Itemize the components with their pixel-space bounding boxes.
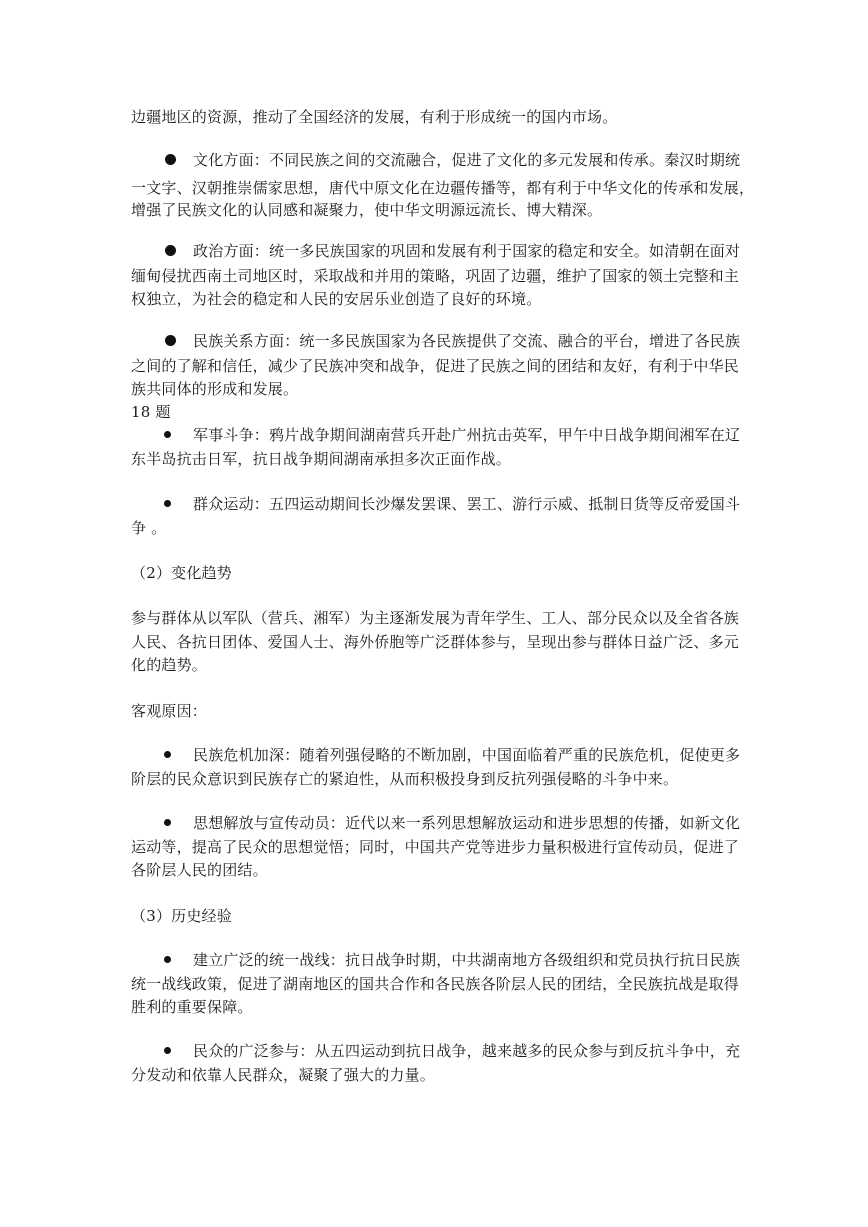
bullet-icon <box>164 500 171 507</box>
bullet-icon <box>165 245 176 256</box>
bullet-icon <box>164 1047 171 1054</box>
trend-heading: （2）变化趋势 <box>131 564 232 582</box>
bullet-icon <box>165 335 176 346</box>
ethnic-line-2: 之间的了解和信任，减少了民族冲突和战争，促进了民族之间的团结和友好，有利于中华民 <box>131 357 740 375</box>
trend-line-3: 化的趋势。 <box>131 656 208 674</box>
united-front-line-3: 胜利的重要保障。 <box>131 998 253 1016</box>
bullet-icon <box>164 956 171 963</box>
participation-line-2: 分发动和依靠人民群众，凝聚了强大的力量。 <box>131 1066 436 1084</box>
united-front-line-2: 统一战线政策，促进了湖南地区的国共合作和各民族各阶层人民的团结，全民族抗战是取得 <box>131 975 740 993</box>
ethnic-line-3: 族共同体的形成和发展。 <box>131 380 299 398</box>
military-line-1: 军事斗争：鸦片战争期间湖南营兵开赴广州抗击英军，甲午中日战争期间湘军在辽 <box>193 426 741 444</box>
participation-line-1: 民众的广泛参与：从五四运动到抗日战争，越来越多的民众参与到反抗斗争中，充 <box>193 1042 741 1060</box>
culture-line-3: 增强了民族文化的认同感和凝聚力，使中华文明源远流长、博大精深。 <box>131 201 603 219</box>
mass-line-2: 争 。 <box>131 519 167 537</box>
ethnic-line-1: 民族关系方面：统一多民族国家为各民族提供了交流、融合的平台，增进了各民族 <box>193 332 741 350</box>
question-18-label: 18 题 <box>131 403 171 421</box>
bullet-icon <box>164 819 171 826</box>
bullet-icon <box>165 154 176 165</box>
thought-line-2: 运动等，提高了民众的思想觉悟；同时，中国共产党等进步力量积极进行宣传动员，促进了 <box>131 838 740 856</box>
trend-line-1: 参与群体从以军队（营兵、湘军）为主逐渐发展为青年学生、工人、部分民众以及全省各族 <box>131 609 740 627</box>
culture-line-1: 文化方面：不同民族之间的交流融合，促进了文化的多元发展和传承。秦汉时期统 <box>193 151 741 169</box>
united-front-line-1: 建立广泛的统一战线：抗日战争时期，中共湖南地方各级组织和党员执行抗日民族 <box>193 951 741 969</box>
thought-line-1: 思想解放与宣传动员：近代以来一系列思想解放运动和进步思想的传播，如新文化 <box>193 814 741 832</box>
trend-line-2: 人民、各抗日团体、爱国人士、海外侨胞等广泛群体参与，呈现出参与群体日益广泛、多元 <box>131 633 740 651</box>
culture-line-2: 一文字、汉朝推崇儒家思想，唐代中原文化在边疆传播等，都有利于中华文化的传承和发展， <box>131 179 755 197</box>
objective-heading: 客观原因： <box>131 702 208 720</box>
politics-line-3: 权独立，为社会的稳定和人民的安居乐业创造了良好的环境。 <box>131 290 542 308</box>
politics-line-2: 缅甸侵扰西南土司地区时，采取战和并用的策略，巩固了边疆，维护了国家的领土完整和主 <box>131 267 740 285</box>
mass-line-1: 群众运动：五四运动期间长沙爆发罢课、罢工、游行示威、抵制日货等反帝爱国斗 <box>193 495 741 513</box>
crisis-line-2: 阶层的民众意识到民族存亡的紧迫性，从而积极投身到反抗列强侵略的斗争中来。 <box>131 770 679 788</box>
crisis-line-1: 民族危机加深：随着列强侵略的不断加剧，中国面临着严重的民族危机，促使更多 <box>193 746 741 764</box>
politics-line-1: 政治方面：统一多民族国家的巩固和发展有利于国家的稳定和安全。如清朝在面对 <box>193 242 741 260</box>
bullet-icon <box>164 751 171 758</box>
bullet-icon <box>164 431 171 438</box>
military-line-2: 东半岛抗击日军，抗日战争期间湖南承担多次正面作战。 <box>131 450 512 468</box>
history-heading: （3）历史经验 <box>131 907 232 925</box>
intro-line: 边疆地区的资源，推动了全国经济的发展，有利于形成统一的国内市场。 <box>131 108 618 126</box>
thought-line-3: 各阶层人民的团结。 <box>131 861 268 879</box>
